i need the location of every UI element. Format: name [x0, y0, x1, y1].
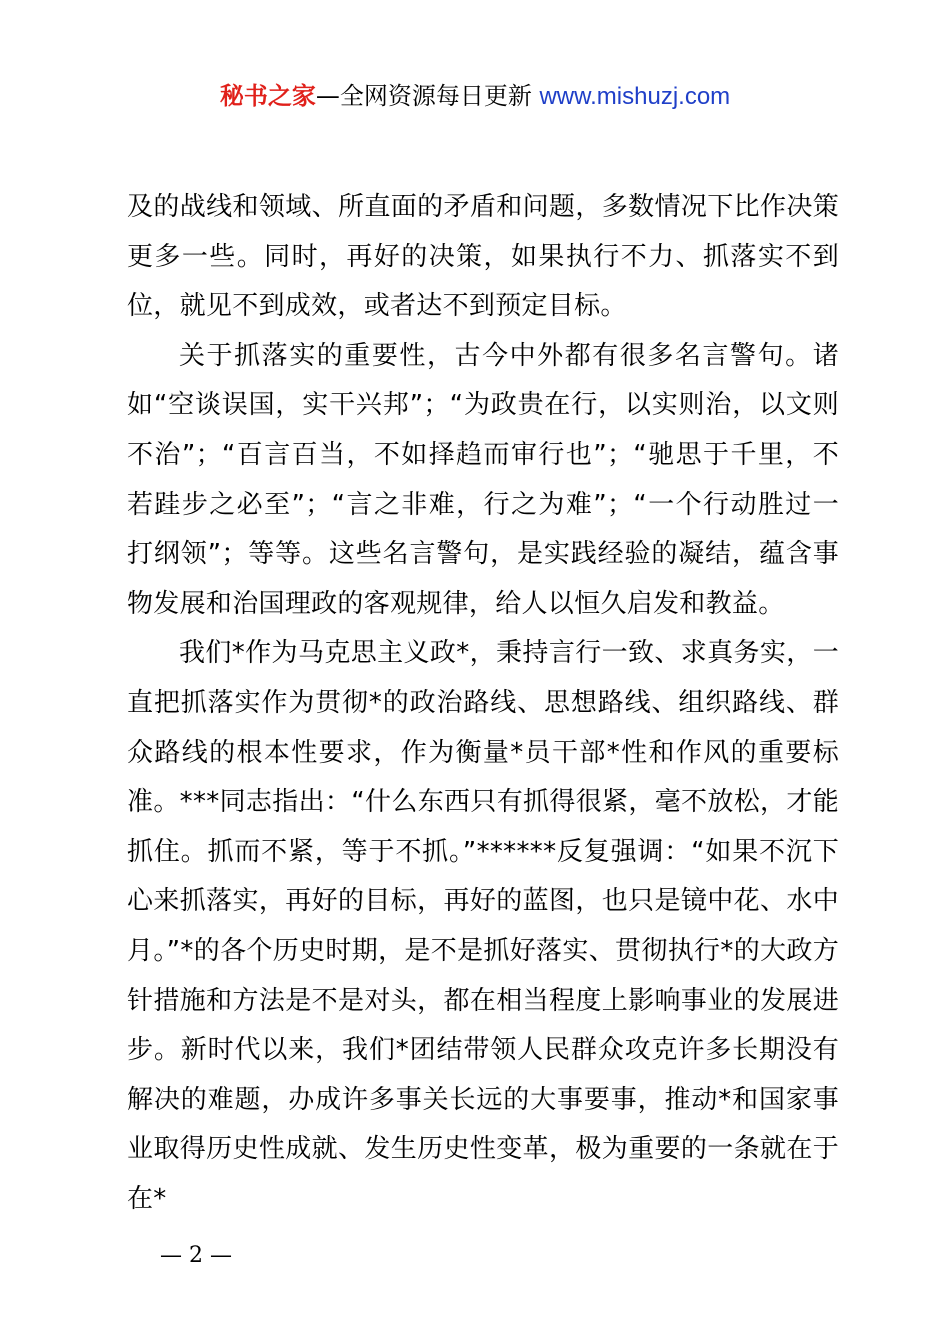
- paragraph-quotes: 关于抓落实的重要性，古今中外都有很多名言警句。诸如“空谈误国，实干兴邦”；“为政贵在行，以实则治，以文则不治”；“百言百当，不如择趋而审行也”；“驰思于千里，不若跬步之必至”；“言之非难，行之为难”；“一个行动胜过一打纲领”；等等。这些名言警句，是实践经验的凝结，蕴含事物发展和治国理政的客观规律，给人以恒久启发和教益。: [127, 340, 839, 619]
- paragraph-continuation: 及的战线和领域、所直面的矛盾和问题，多数情况下比作决策更多一些。同时，再好的决策，如果执行不力、抓落实不到位，就见不到成效，或者达不到预定目标。: [127, 192, 839, 322]
- page-number: — 2 —: [160, 1243, 232, 1268]
- brand-name: 秘书之家: [219, 82, 316, 110]
- page-header: [0, 80, 950, 113]
- website-link[interactable]: www.mishuzj.com: [539, 83, 731, 110]
- header-tagline: —全网资源每日更新: [315, 82, 532, 110]
- document-body: [127, 183, 839, 1224]
- paragraph-implementation: 我们*作为马克思主义政*，秉持言行一致、求真务实，一直把抓落实作为贯彻*的政治路线、思想路线、组织路线、群众路线的根本性要求，作为衡量*员干部*性和作风的重要标准。***同志指出：“什么东西只有抓得很紧，毫不放松，才能抓住。抓而不紧，等于不抓。”******反复强调：“如果不沉下心来抓落实，再好的目标，再好的蓝图，也只是镜中花、水中月。”*的各个历史时期，是不是抓好落实、贯彻执行*的大政方针措施和方法是不是对头，都在相当程度上影响事业的发展进步。新时代以来，我们*团结带领人民群众攻克许多长期没有解决的难题，办成许多事关长远的大事要事，推动*和国家事业取得历史性成就、发生历史性变革，极为重要的一条就在于在*: [127, 638, 839, 1214]
